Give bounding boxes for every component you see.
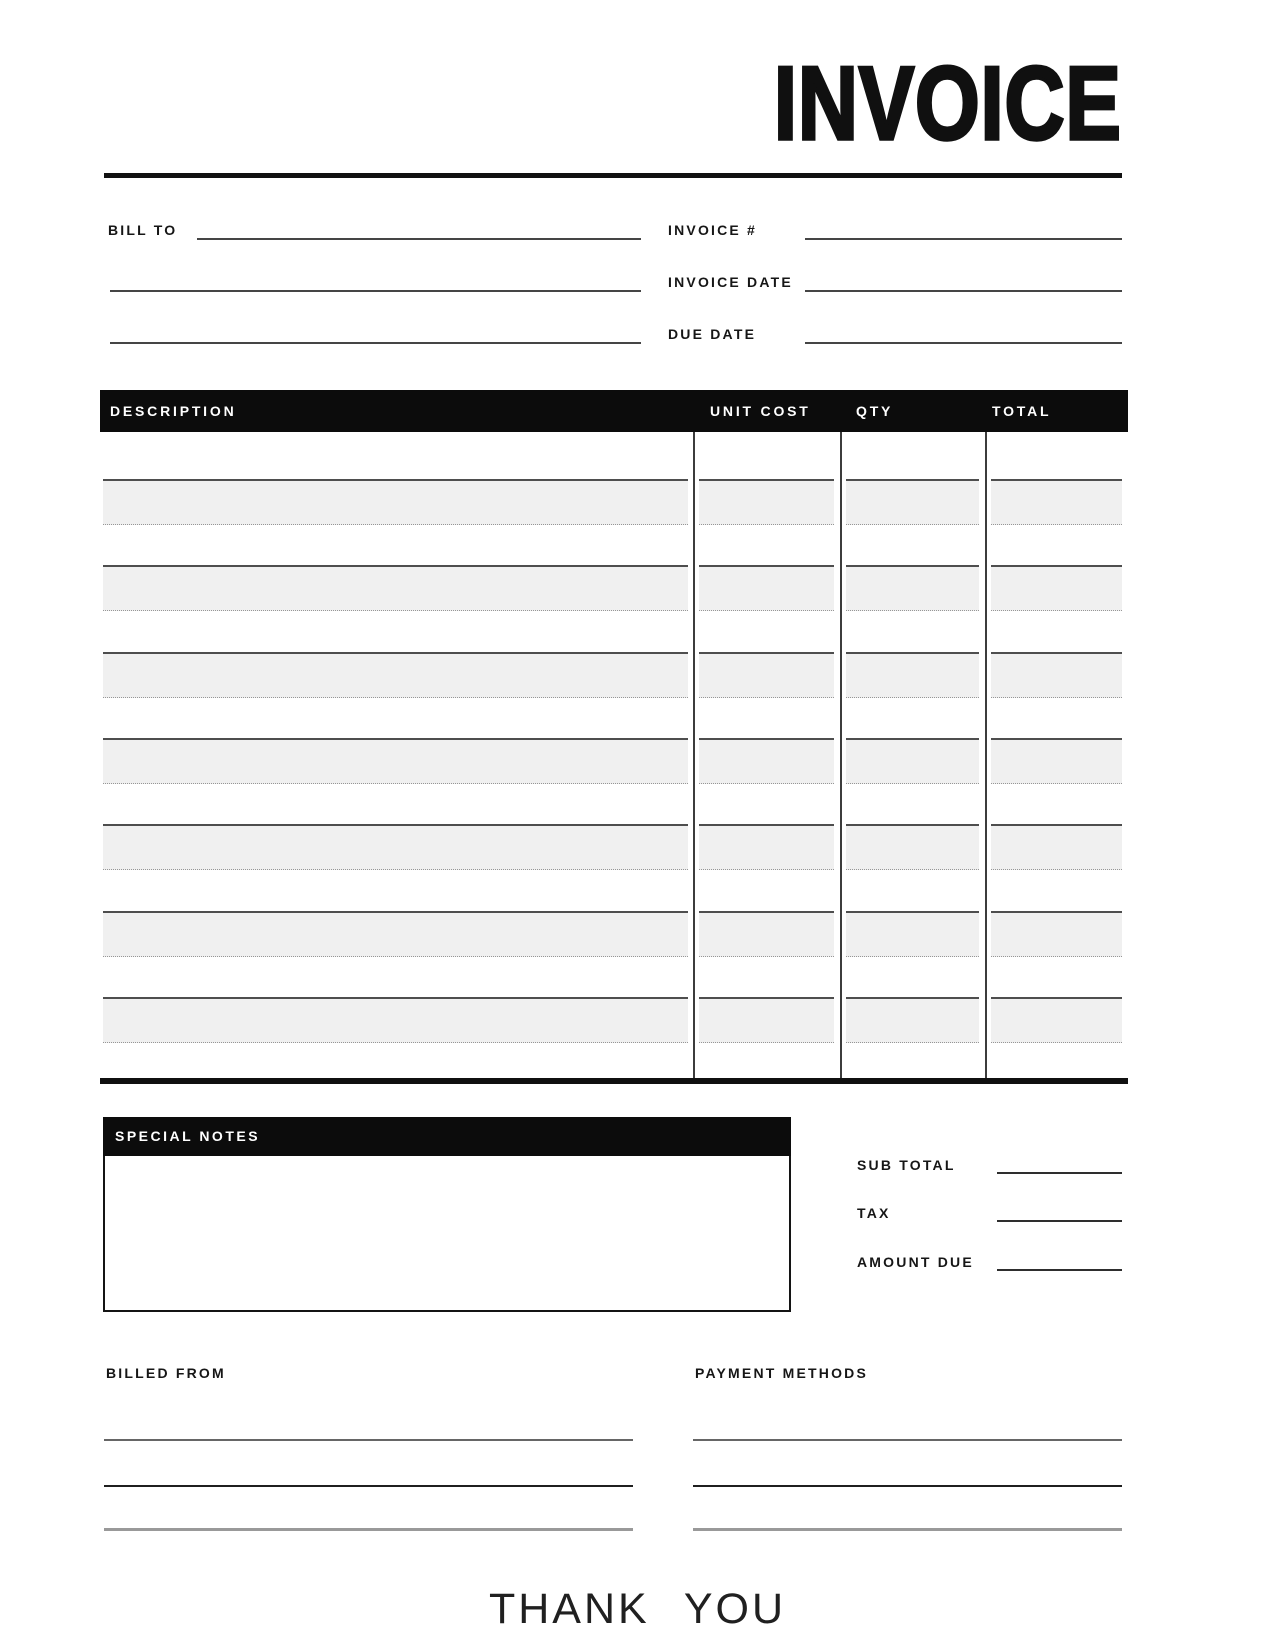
item-cell-desc[interactable] [103,652,688,698]
bill-to-line-3[interactable] [110,342,641,344]
payment-methods-line-2[interactable] [693,1485,1122,1487]
column-header-qty: QTY [856,403,894,419]
item-cell-total[interactable] [991,824,1122,870]
amount-due-label: AMOUNT DUE [857,1254,974,1270]
invoice-date-label: INVOICE DATE [668,274,793,290]
subtotal-line[interactable] [997,1172,1122,1174]
item-cell-total[interactable] [991,479,1122,525]
item-cell-desc[interactable] [103,824,688,870]
table-row[interactable] [100,738,1128,784]
item-cell-total[interactable] [991,997,1122,1043]
bill-to-line-2[interactable] [110,290,641,292]
item-cell-desc[interactable] [103,479,688,525]
column-header-total: TOTAL [992,403,1052,419]
item-cell-desc[interactable] [103,911,688,957]
special-notes-label: SPECIAL NOTES [115,1128,261,1144]
bill-to-line-1[interactable] [197,238,641,240]
invoice-number-line[interactable] [805,238,1122,240]
item-cell-unit[interactable] [699,824,834,870]
bill-to-label: BILL TO [108,222,178,238]
billed-from-line-2[interactable] [104,1485,633,1487]
payment-methods-line-1[interactable] [693,1439,1122,1441]
item-cell-unit[interactable] [699,652,834,698]
item-cell-qty[interactable] [846,997,979,1043]
column-header-description: DESCRIPTION [110,403,237,419]
table-row[interactable] [100,479,1128,525]
column-header-unit-cost: UNIT COST [710,403,811,419]
item-cell-desc[interactable] [103,565,688,611]
amount-due-line[interactable] [997,1269,1122,1271]
item-cell-qty[interactable] [846,652,979,698]
special-notes-box[interactable] [103,1156,791,1312]
items-table-body [100,432,1128,1078]
item-cell-qty[interactable] [846,824,979,870]
header-rule [104,173,1122,178]
billed-from-line-3[interactable] [104,1528,633,1531]
due-date-line[interactable] [805,342,1122,344]
item-cell-qty[interactable] [846,479,979,525]
table-row[interactable] [100,911,1128,957]
invoice-number-label: INVOICE # [668,222,758,238]
payment-methods-line-3[interactable] [693,1528,1122,1531]
item-cell-desc[interactable] [103,997,688,1043]
item-cell-unit[interactable] [699,911,834,957]
table-row[interactable] [100,565,1128,611]
item-cell-qty[interactable] [846,911,979,957]
item-cell-total[interactable] [991,652,1122,698]
item-cell-unit[interactable] [699,997,834,1043]
item-cell-total[interactable] [991,565,1122,611]
payment-methods-label: PAYMENT METHODS [695,1365,869,1381]
table-row[interactable] [100,824,1128,870]
item-cell-unit[interactable] [699,479,834,525]
due-date-label: DUE DATE [668,326,757,342]
invoice-date-line[interactable] [805,290,1122,292]
thank-you-note: THANK YOU [488,1585,787,1633]
item-cell-desc[interactable] [103,738,688,784]
subtotal-label: SUB TOTAL [857,1157,956,1173]
table-row[interactable] [100,997,1128,1043]
item-cell-total[interactable] [991,738,1122,784]
billed-from-line-1[interactable] [104,1439,633,1441]
item-cell-unit[interactable] [699,565,834,611]
items-table-header [100,390,1128,432]
billed-from-label: BILLED FROM [106,1365,226,1381]
item-cell-qty[interactable] [846,738,979,784]
page-title: INVOICE [774,46,1122,162]
table-row[interactable] [100,652,1128,698]
item-cell-unit[interactable] [699,738,834,784]
item-cell-total[interactable] [991,911,1122,957]
tax-label: TAX [857,1205,891,1221]
tax-line[interactable] [997,1220,1122,1222]
special-notes-header [103,1117,791,1156]
item-cell-qty[interactable] [846,565,979,611]
table-bottom-rule [100,1078,1128,1084]
